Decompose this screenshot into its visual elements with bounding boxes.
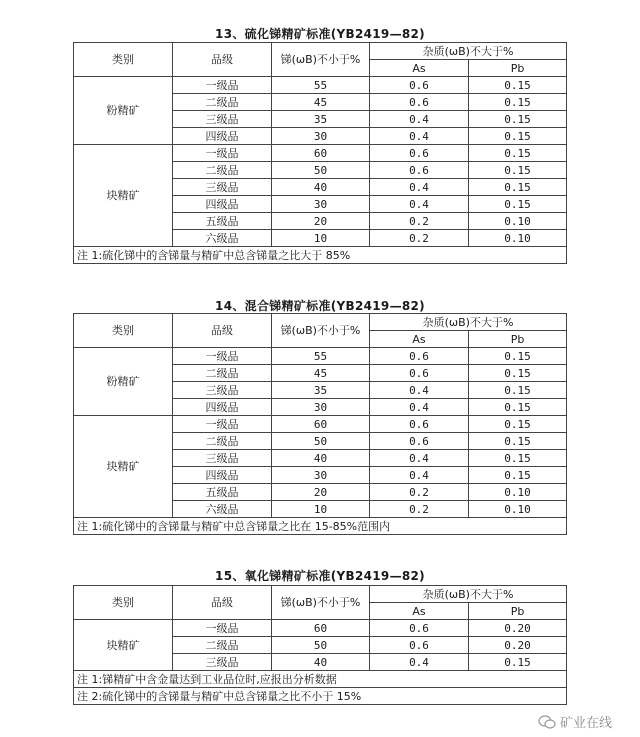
table-14-body xyxy=(74,314,567,535)
grade-cell: 六级品 xyxy=(173,501,272,518)
header-grade: 品级 xyxy=(173,43,272,77)
grade-cell: 六级品 xyxy=(173,230,272,247)
sb-cell: 55 xyxy=(272,77,370,94)
header-category: 类别 xyxy=(74,586,173,620)
sb-cell: 30 xyxy=(272,196,370,213)
as-cell: 0.6 xyxy=(370,348,469,365)
grade-cell: 三级品 xyxy=(173,382,272,399)
table-row xyxy=(74,77,567,94)
pb-cell: 0.15 xyxy=(469,450,567,467)
pb-cell: 0.15 xyxy=(469,654,567,671)
header-pb: Pb xyxy=(469,603,567,620)
note-text: 注 1:锑精矿中含金量达到工业品位时,应报出分析数据 xyxy=(74,671,567,688)
header-sb: 锑(ωB)不小于% xyxy=(272,586,370,620)
grade-cell: 三级品 xyxy=(173,654,272,671)
grade-cell: 四级品 xyxy=(173,399,272,416)
table-15-body xyxy=(74,586,567,705)
sb-cell: 45 xyxy=(272,365,370,382)
sb-cell: 35 xyxy=(272,382,370,399)
sb-cell: 45 xyxy=(272,94,370,111)
header-row xyxy=(74,43,567,60)
as-cell: 0.6 xyxy=(370,365,469,382)
category-cell: 块精矿 xyxy=(74,620,173,671)
as-cell: 0.6 xyxy=(370,416,469,433)
as-cell: 0.4 xyxy=(370,382,469,399)
pb-cell: 0.15 xyxy=(469,196,567,213)
pb-cell: 0.15 xyxy=(469,365,567,382)
pb-cell: 0.15 xyxy=(469,179,567,196)
header-category: 类别 xyxy=(74,314,173,348)
header-pb: Pb xyxy=(469,60,567,77)
as-cell: 0.4 xyxy=(370,196,469,213)
pb-cell: 0.10 xyxy=(469,213,567,230)
category-cell: 块精矿 xyxy=(74,145,173,247)
as-cell: 0.6 xyxy=(370,433,469,450)
note-text: 注 2:硫化锑中的含锑量与精矿中总含锑量之比不小于 15% xyxy=(74,688,567,705)
pb-cell: 0.15 xyxy=(469,382,567,399)
pb-cell: 0.10 xyxy=(469,230,567,247)
note-text: 注 1:硫化锑中的含锑量与精矿中总含锑量之比大于 85% xyxy=(74,247,567,264)
as-cell: 0.2 xyxy=(370,230,469,247)
header-pb: Pb xyxy=(469,331,567,348)
grade-cell: 一级品 xyxy=(173,416,272,433)
sb-cell: 10 xyxy=(272,501,370,518)
header-as: As xyxy=(370,60,469,77)
watermark-text: 矿业在线 xyxy=(559,716,612,731)
as-cell: 0.6 xyxy=(370,145,469,162)
grade-cell: 二级品 xyxy=(173,94,272,111)
pb-cell: 0.15 xyxy=(469,416,567,433)
note-row xyxy=(74,518,567,535)
pb-cell: 0.15 xyxy=(469,348,567,365)
as-cell: 0.6 xyxy=(370,620,469,637)
header-row xyxy=(74,586,567,603)
header-as: As xyxy=(370,331,469,348)
note-row xyxy=(74,247,567,264)
grade-cell: 五级品 xyxy=(173,213,272,230)
pb-cell: 0.10 xyxy=(469,501,567,518)
grade-cell: 四级品 xyxy=(173,467,272,484)
as-cell: 0.4 xyxy=(370,467,469,484)
grade-cell: 一级品 xyxy=(173,145,272,162)
table-15-title: 15、氧化锑精矿标准(YB2419—82) xyxy=(215,569,425,583)
header-row xyxy=(74,314,567,331)
sb-cell: 50 xyxy=(272,637,370,654)
header-sb: 锑(ωB)不小于% xyxy=(272,314,370,348)
as-cell: 0.4 xyxy=(370,399,469,416)
table-13-sulfide-antimony xyxy=(73,42,567,264)
pb-cell: 0.15 xyxy=(469,433,567,450)
as-cell: 0.2 xyxy=(370,213,469,230)
sb-cell: 50 xyxy=(272,162,370,179)
grade-cell: 三级品 xyxy=(173,111,272,128)
sb-cell: 60 xyxy=(272,620,370,637)
header-sb: 锑(ωB)不小于% xyxy=(272,43,370,77)
sb-cell: 50 xyxy=(272,433,370,450)
category-cell: 块精矿 xyxy=(74,416,173,518)
sb-cell: 30 xyxy=(272,128,370,145)
pb-cell: 0.20 xyxy=(469,620,567,637)
header-impurity: 杂质(ωB)不大于% xyxy=(370,586,567,603)
as-cell: 0.4 xyxy=(370,111,469,128)
sb-cell: 20 xyxy=(272,484,370,501)
table-row xyxy=(74,620,567,637)
grade-cell: 四级品 xyxy=(173,196,272,213)
grade-cell: 五级品 xyxy=(173,484,272,501)
pb-cell: 0.10 xyxy=(469,484,567,501)
as-cell: 0.4 xyxy=(370,450,469,467)
as-cell: 0.6 xyxy=(370,94,469,111)
grade-cell: 一级品 xyxy=(173,620,272,637)
table-row xyxy=(74,145,567,162)
as-cell: 0.6 xyxy=(370,162,469,179)
note-text: 注 1:硫化锑中的含锑量与精矿中总含锑量之比在 15-85%范围内 xyxy=(74,518,567,535)
sb-cell: 40 xyxy=(272,654,370,671)
pb-cell: 0.15 xyxy=(469,162,567,179)
header-as: As xyxy=(370,603,469,620)
sb-cell: 60 xyxy=(272,416,370,433)
sb-cell: 35 xyxy=(272,111,370,128)
as-cell: 0.4 xyxy=(370,179,469,196)
table-row xyxy=(74,416,567,433)
grade-cell: 三级品 xyxy=(173,179,272,196)
grade-cell: 一级品 xyxy=(173,348,272,365)
as-cell: 0.4 xyxy=(370,128,469,145)
header-impurity: 杂质(ωB)不大于% xyxy=(370,43,567,60)
grade-cell: 三级品 xyxy=(173,450,272,467)
sb-cell: 30 xyxy=(272,399,370,416)
as-cell: 0.2 xyxy=(370,484,469,501)
pb-cell: 0.15 xyxy=(469,111,567,128)
category-cell: 粉精矿 xyxy=(74,77,173,145)
header-grade: 品级 xyxy=(173,314,272,348)
sb-cell: 40 xyxy=(272,179,370,196)
pb-cell: 0.15 xyxy=(469,467,567,484)
sb-cell: 60 xyxy=(272,145,370,162)
table-row xyxy=(74,348,567,365)
table-13-title: 13、硫化锑精矿标准(YB2419—82) xyxy=(215,27,425,41)
pb-cell: 0.15 xyxy=(469,94,567,111)
pb-cell: 0.15 xyxy=(469,77,567,94)
grade-cell: 四级品 xyxy=(173,128,272,145)
table-13-body xyxy=(74,43,567,264)
pb-cell: 0.15 xyxy=(469,145,567,162)
note-row xyxy=(74,671,567,688)
as-cell: 0.4 xyxy=(370,654,469,671)
header-grade: 品级 xyxy=(173,586,272,620)
table-14-mixed-antimony xyxy=(73,313,567,535)
table-14-title: 14、混合锑精矿标准(YB2419—82) xyxy=(215,299,425,313)
pb-cell: 0.15 xyxy=(469,399,567,416)
note-row xyxy=(74,688,567,705)
pb-cell: 0.20 xyxy=(469,637,567,654)
sb-cell: 30 xyxy=(272,467,370,484)
watermark xyxy=(538,712,612,731)
sb-cell: 20 xyxy=(272,213,370,230)
as-cell: 0.6 xyxy=(370,77,469,94)
grade-cell: 一级品 xyxy=(173,77,272,94)
sb-cell: 55 xyxy=(272,348,370,365)
header-impurity: 杂质(ωB)不大于% xyxy=(370,314,567,331)
header-category: 类别 xyxy=(74,43,173,77)
category-cell: 粉精矿 xyxy=(74,348,173,416)
as-cell: 0.2 xyxy=(370,501,469,518)
pb-cell: 0.15 xyxy=(469,128,567,145)
grade-cell: 二级品 xyxy=(173,365,272,382)
sb-cell: 10 xyxy=(272,230,370,247)
table-15-oxide-antimony xyxy=(73,585,567,705)
grade-cell: 二级品 xyxy=(173,433,272,450)
grade-cell: 二级品 xyxy=(173,162,272,179)
wechat-icon xyxy=(538,715,556,729)
as-cell: 0.6 xyxy=(370,637,469,654)
sb-cell: 40 xyxy=(272,450,370,467)
grade-cell: 二级品 xyxy=(173,637,272,654)
